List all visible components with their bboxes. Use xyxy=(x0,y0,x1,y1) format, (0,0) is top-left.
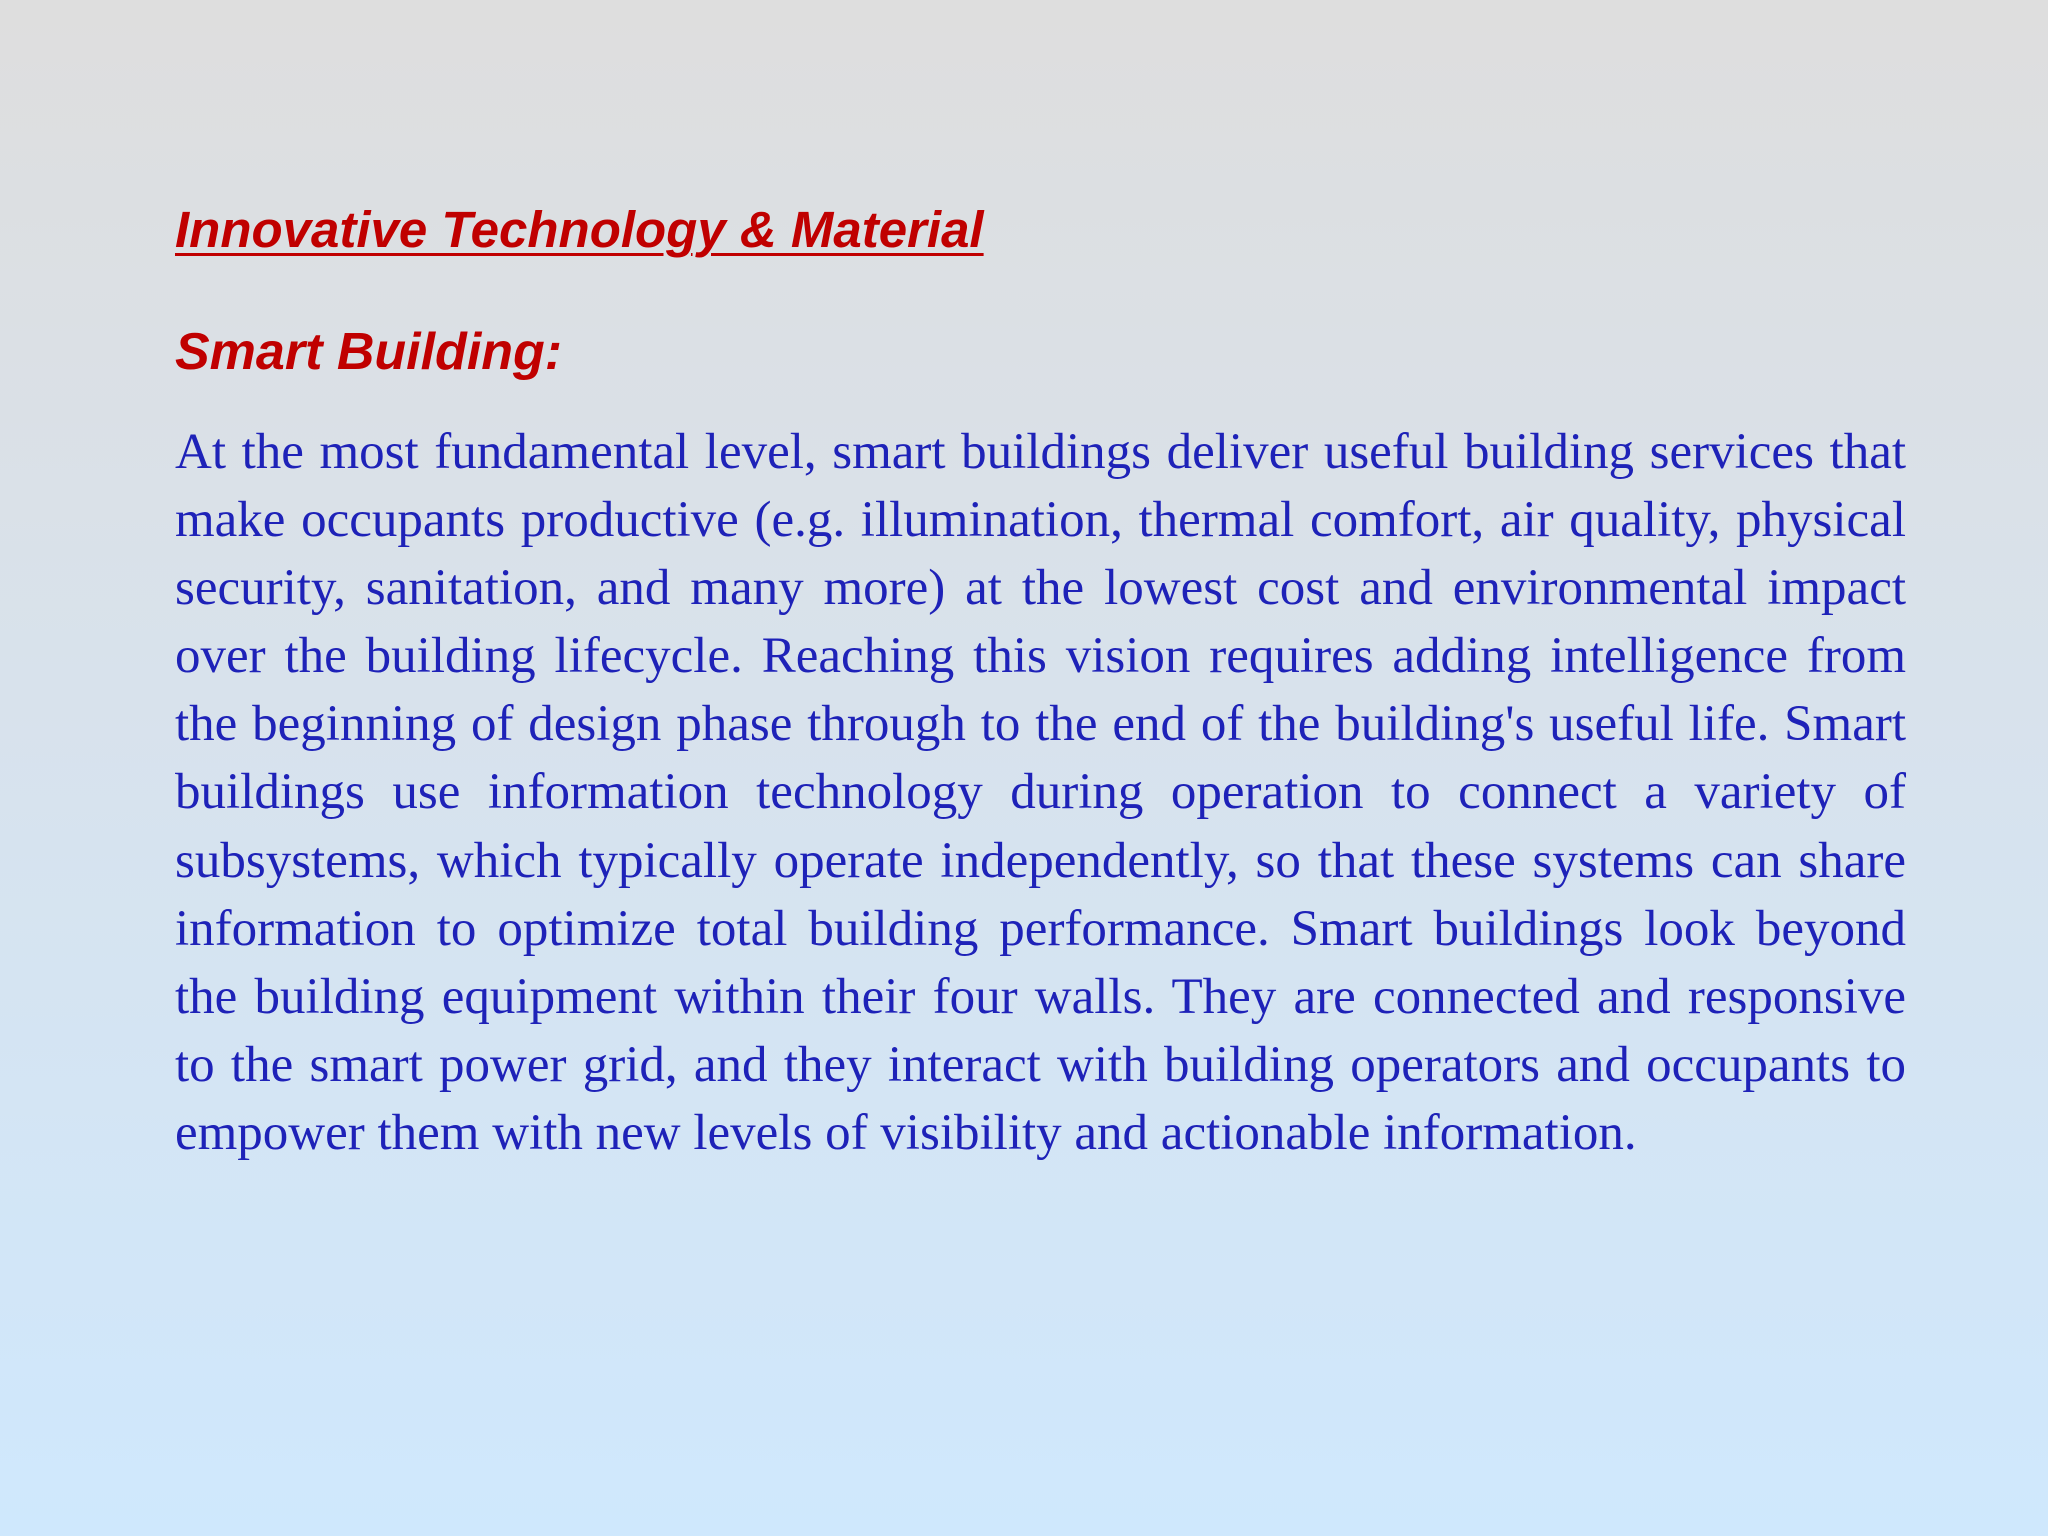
body-paragraph: At the most fundamental level, smart buildings deliver useful building services that make occupants productive (e.g. illumination, thermal comfort, air quality, physical security, sanitation, and many more) at the lowest cost and environmental impact over the building lifecycle. Reaching this vision requires adding intelligence from the beginning of design phase through to the end of the building's useful life. Smart buildings use information technology during operation to connect a variety of subsystems, which typically operate independently, so that these systems can share information to optimize total building performance. Smart buildings look beyond the building equipment within their four walls. They are connected and responsive to the smart power grid, and they interact with building operators and occupants to empower them with new levels of visibility and actionable information. xyxy=(175,424,1906,1161)
section-heading: Innovative Technology & Material xyxy=(175,201,984,258)
topic-title: Smart Building: xyxy=(175,323,563,381)
slide-content xyxy=(175,196,1906,1167)
